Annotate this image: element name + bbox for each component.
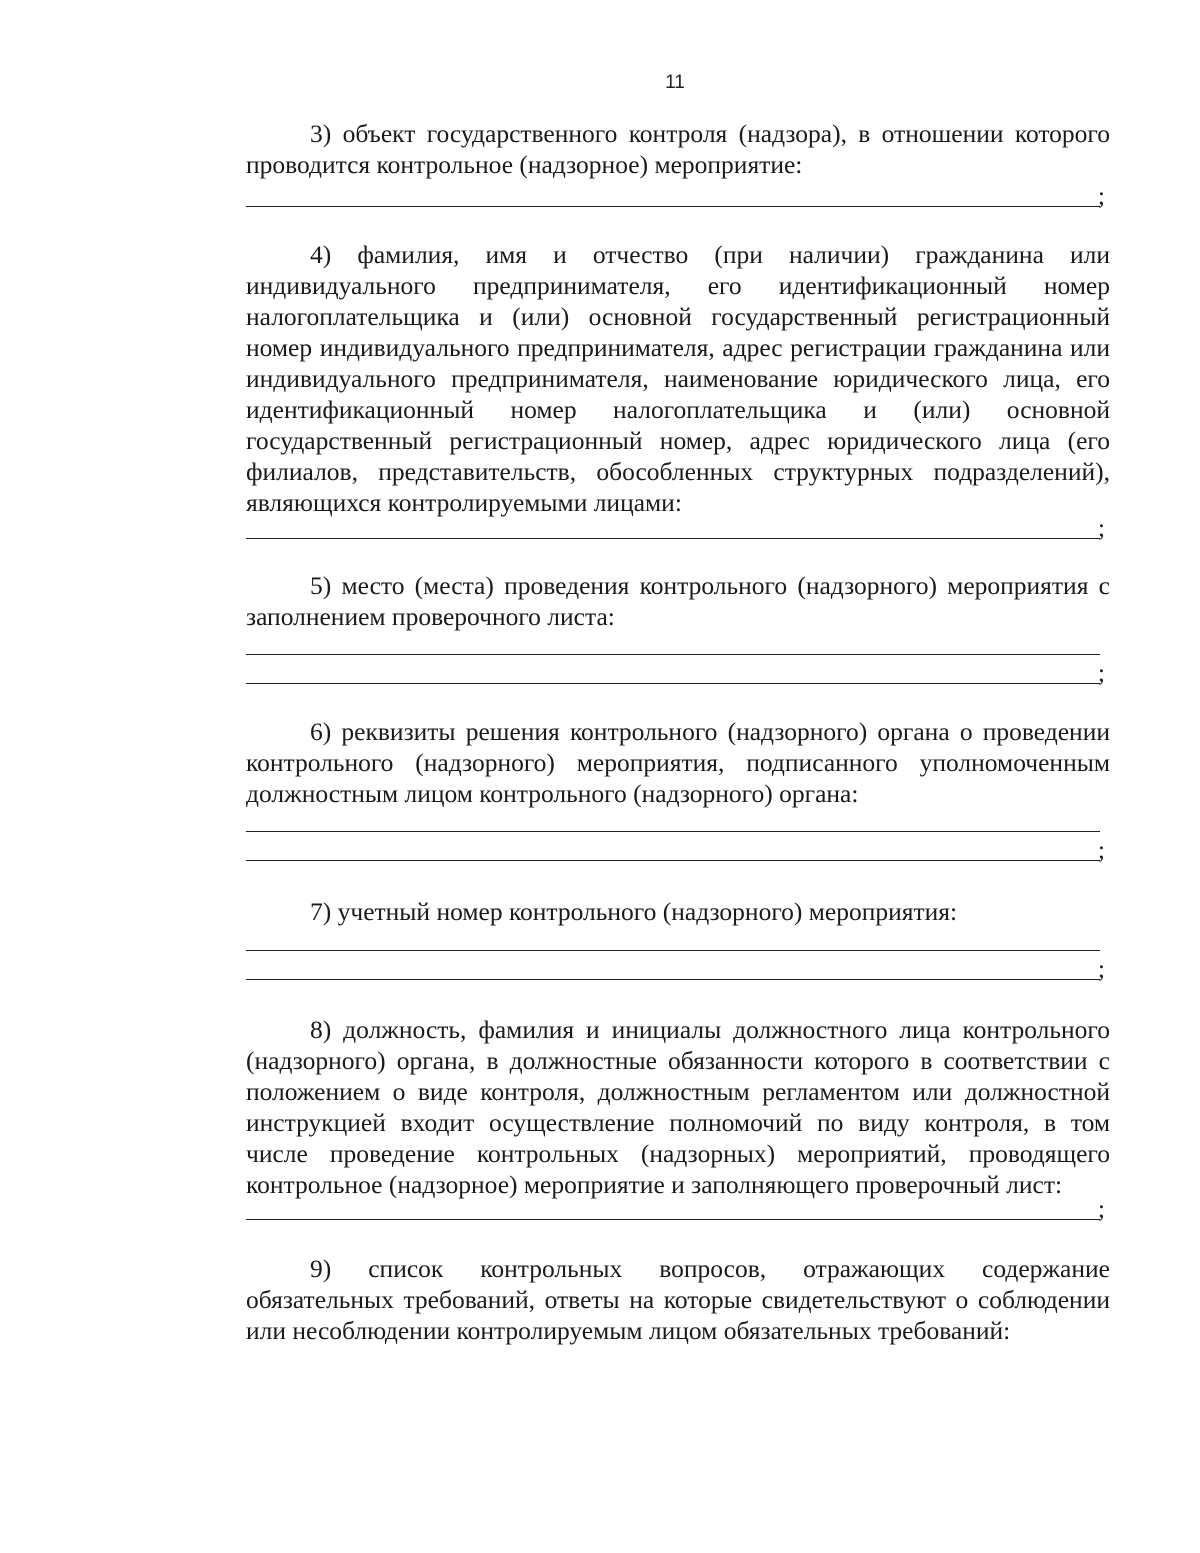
item-5-fill-line-1[interactable] xyxy=(246,654,1100,655)
item-3-semicolon: ; xyxy=(1098,183,1105,210)
item-9-text: 9) список контрольных вопросов, отражающих содержание обязательных требований, ответы на которые свидетельствуют о соблюдении или несоблюдении контролируемым лицом обязательных требований: xyxy=(246,1254,1110,1345)
item-8-fill-line[interactable] xyxy=(246,1219,1100,1220)
item-4-fill-line[interactable] xyxy=(246,538,1100,539)
page-number: 11 xyxy=(665,72,685,93)
item-5-fill-line-2[interactable] xyxy=(246,683,1100,684)
item-7-fill-line-2[interactable] xyxy=(246,979,1100,980)
item-5-semicolon: ; xyxy=(1098,660,1105,687)
item-6-fill-line-1[interactable] xyxy=(246,831,1100,832)
item-6-text: 6) реквизиты решения контрольного (надзорного) органа о проведении контрольного (надзорного) мероприятия, подписанного уполномоченным должностным лицом контрольного (надзорного) органа: xyxy=(246,717,1110,808)
item-7-text: 7) учетный номер контрольного (надзорного) мероприятия: xyxy=(310,897,958,926)
item-4-text: 4) фамилия, имя и отчество (при наличии) гражданина или индивидуального предпринимателя, его идентификационный номер налогоплательщика и (или) основной государственный регистрационный номер индивидуального предпринимателя, адрес регистрации гражданина или индивидуального предпринимателя, наименование юридического лица, его идентификационный номер налогоплательщика и (или) основной государственный регистрационный номер, адрес юридического лица (его филиалов, представительств, обособленных структурных подразделений), являющихся контролируемыми лицами: xyxy=(246,240,1110,517)
item-8-text: 8) должность, фамилия и инициалы должностного лица контрольного (надзорного) органа, в должностные обязанности которого в соответствии с положением о виде контроля, должностным регламентом или должностной инструкцией входит осуществление полномочий по виду контроля, в том числе проведение контрольных (надзорных) мероприятий, проводящего контрольное (надзорное) мероприятие и заполняющего проверочный лист: xyxy=(246,1015,1110,1199)
item-3-fill-line[interactable] xyxy=(246,206,1100,207)
item-5-text: 5) место (места) проведения контрольного (надзорного) мероприятия с заполнением проверочного листа: xyxy=(246,571,1110,631)
item-6-fill-line-2[interactable] xyxy=(246,860,1100,861)
item-4-semicolon: ; xyxy=(1098,515,1105,542)
item-7-fill-line-1[interactable] xyxy=(246,950,1100,951)
item-6-semicolon: ; xyxy=(1098,837,1105,864)
item-8-semicolon: ; xyxy=(1098,1196,1105,1223)
item-3-text: 3) объект государственного контроля (надзора), в отношении которого проводится контрольное (надзорное) мероприятие: xyxy=(246,119,1110,179)
item-7-semicolon: ; xyxy=(1098,956,1105,983)
